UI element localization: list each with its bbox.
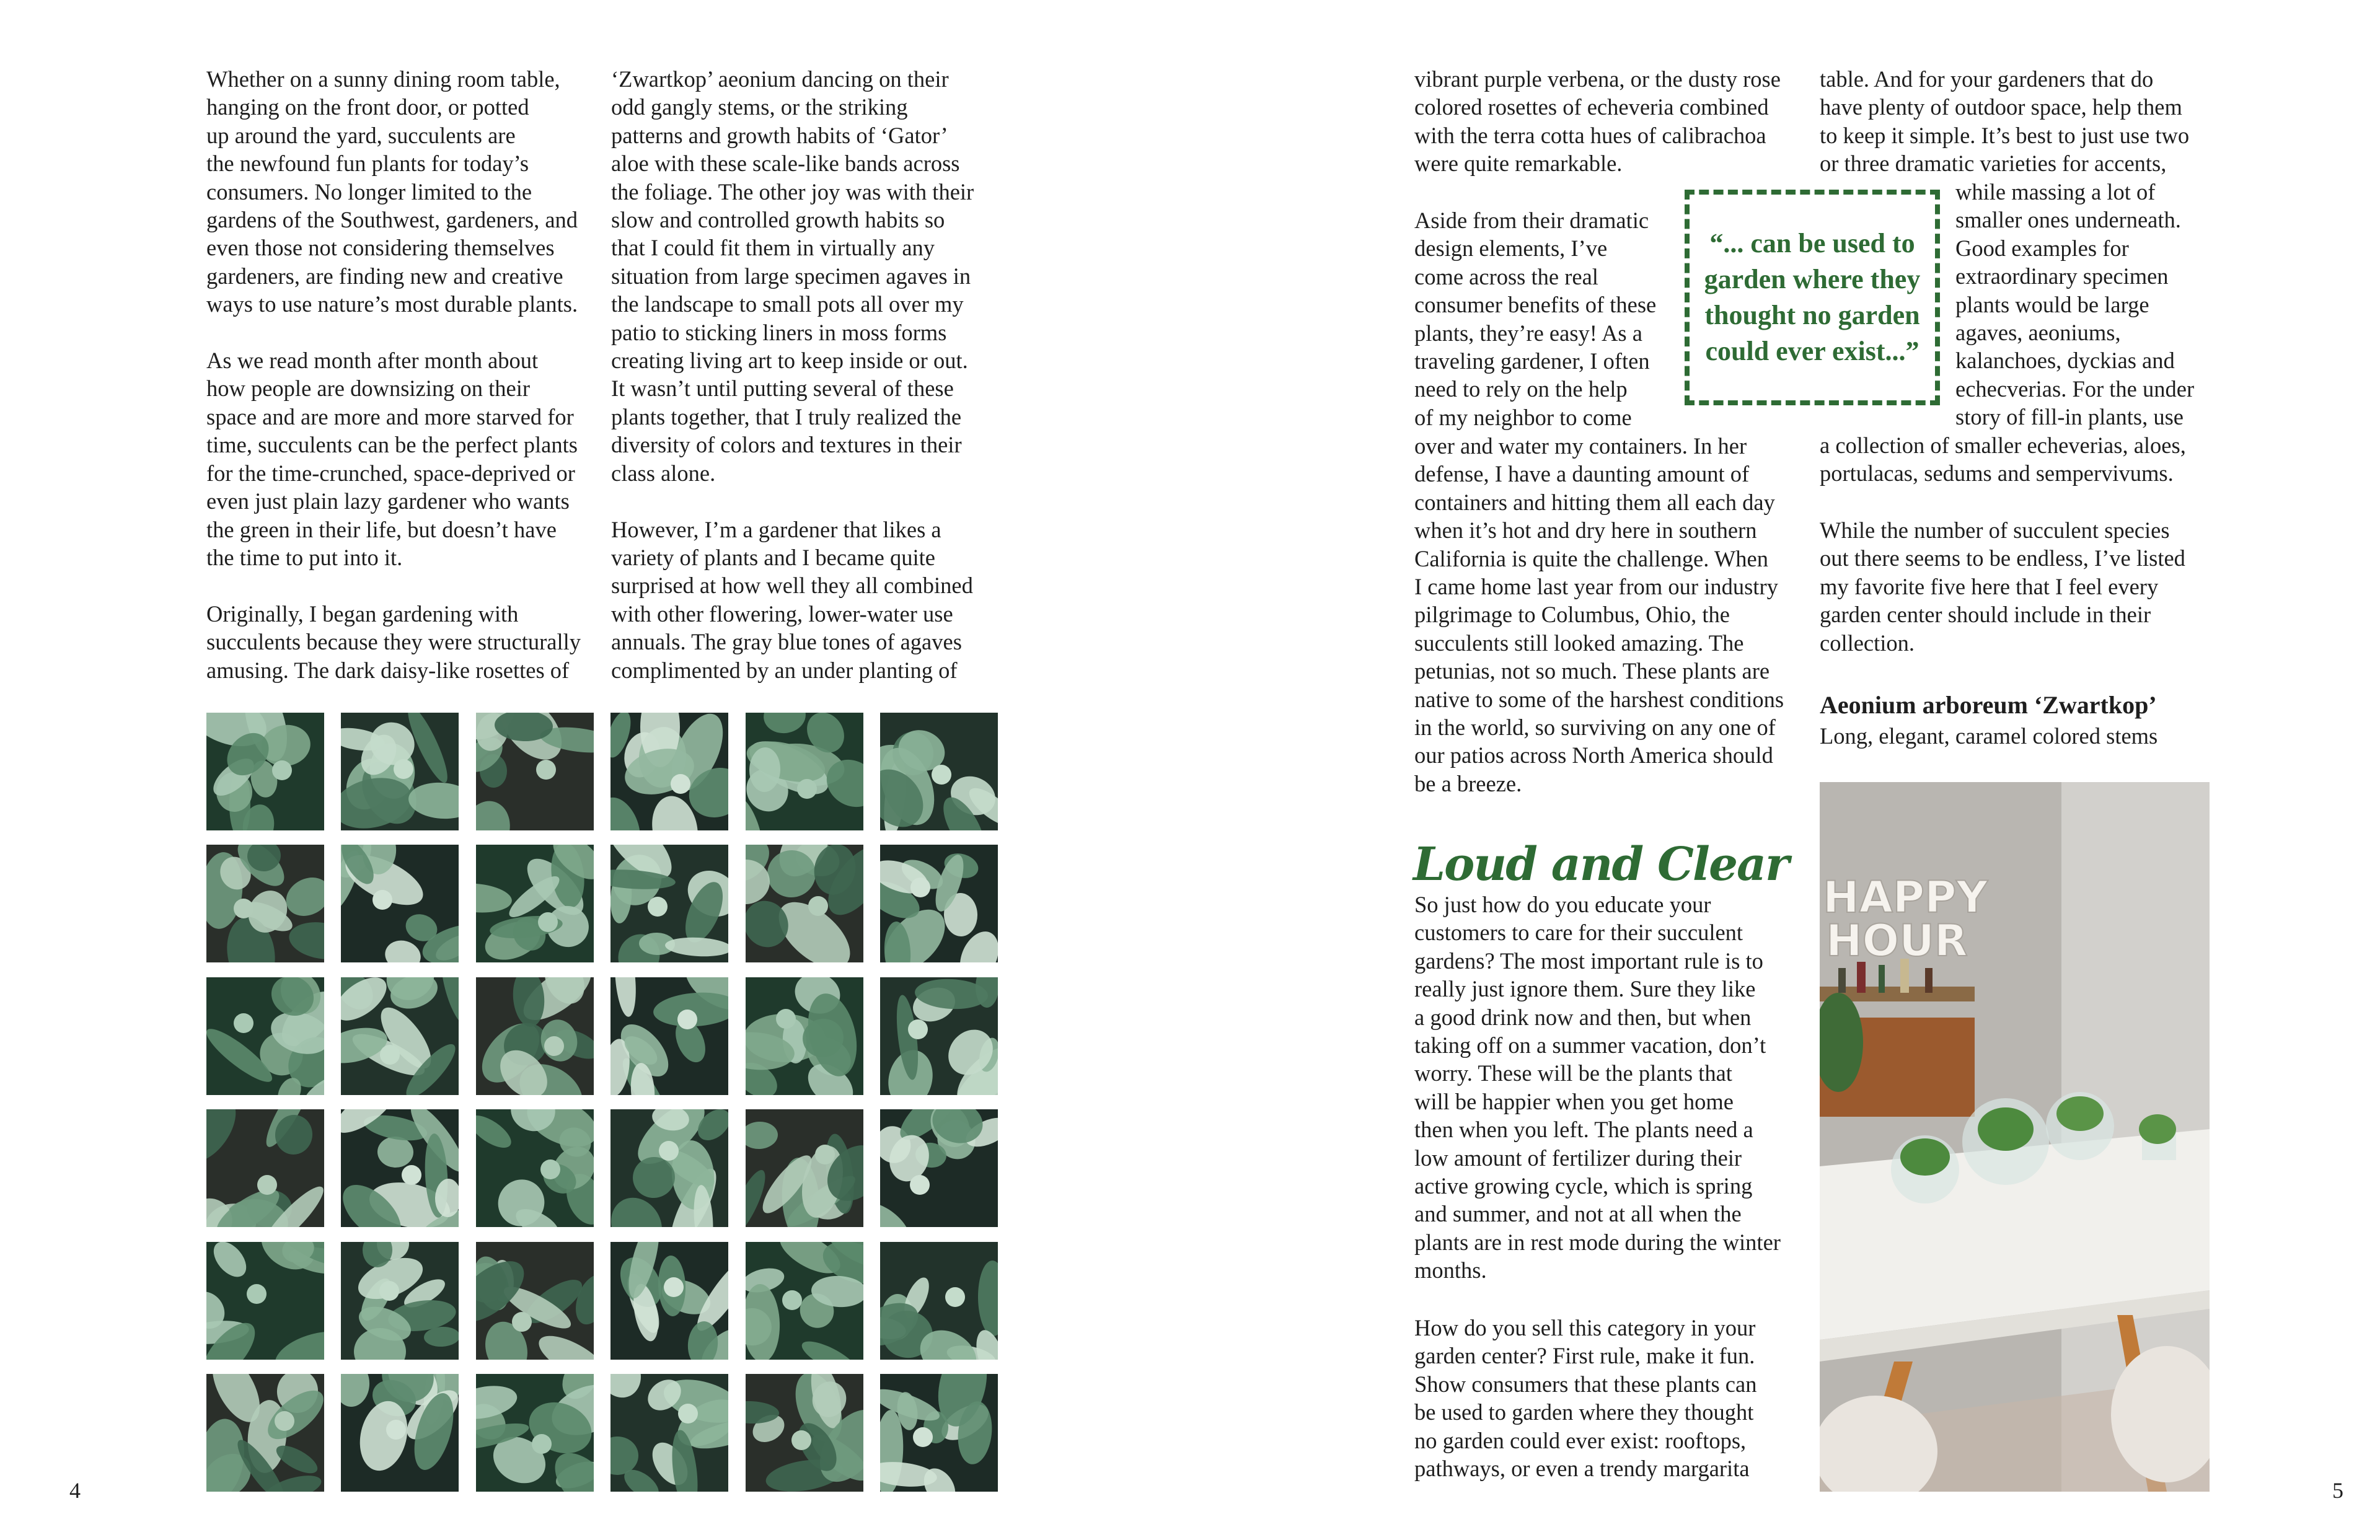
body-text-column-4-para2: While the number of succulent species out there seems to be endless, I’ve listed my favorite five here that I feel every garden center should include in their collection. xyxy=(1820,517,2185,656)
succulent-photo-tile xyxy=(746,977,863,1095)
succulent-photo-tile xyxy=(880,845,998,962)
succulent-photo-tile xyxy=(206,713,324,830)
pull-quote-text: “... can be used to garden where they thought no garden could ever exist...” xyxy=(1704,228,1921,366)
succulent-photo-tile xyxy=(610,1374,728,1492)
succulent-photo-tile xyxy=(476,977,594,1095)
body-text-column-1: Whether on a sunny dining room table, hanging on the front door, or potted up around the yard, succulents are the newfound fun plants for today’s consumers. No longer limited to the gardens of the Southwest, gardeners, and even those not considering themselves gardeners, are finding new and creative ways to use nature’s most durable plants. As we read month after month about how people are downsizing on their space and are more and more starved for time, succulents can be the perfect plants for the time-crunched, space-deprived or even just plain lazy gardener who wants the green in their life, but doesn’t have the time to put into it. Originally, I began gardening with succulents because they were structurally amusing. The dark daisy-like rosettes of xyxy=(206,66,581,683)
photo-sign-line-1: HAPPY xyxy=(1823,872,1988,923)
photo-sign-line-2: HOUR xyxy=(1826,915,1968,966)
succulent-photo-tile xyxy=(880,1109,998,1227)
succulent-photo-tile xyxy=(880,713,998,830)
succulent-photo-tile xyxy=(610,977,728,1095)
succulent-photo-tile xyxy=(880,1374,998,1492)
succulent-photo-tile xyxy=(476,1242,594,1360)
page-number-left: 4 xyxy=(69,1478,81,1503)
succulent-photo-tile xyxy=(341,1242,459,1360)
succulent-photo-tile xyxy=(746,1109,863,1227)
succulent-photo-tile xyxy=(610,1109,728,1227)
succulent-photo-tile xyxy=(880,977,998,1095)
dining-room-photo xyxy=(1820,782,2210,1492)
body-text-column-4-top: table. And for your gardeners that do have plenty of outdoor space, help them to keep it simple. It’s best to just use two or three dramatic varieties for accents, xyxy=(1820,66,2190,177)
succulent-photo-tile xyxy=(206,1374,324,1492)
body-text-column-5: So just how do you educate your customers to care for their succulent gardens? The most important rule is to really just ignore them. Sure they like a good drink now and then, but when taking off on a summer vacation, don’t worry. These will be the plants that will be happier when you get home then when you left. The plants need a low amount of fertilizer during their active growing cycle, which is spring and summer, and not at all when the plants are in rest mode during the winter months. xyxy=(1414,892,1781,1283)
succulent-photo-tile xyxy=(476,1374,594,1492)
plant-title: Aeonium arboreum ‘Zwartkop’ xyxy=(1820,691,2157,719)
succulent-photo-tile xyxy=(476,713,594,830)
succulent-photo-tile xyxy=(610,845,728,962)
succulent-photo-tile xyxy=(746,1242,863,1360)
body-text-column-3-top: vibrant purple verbena, or the dusty rose colored rosettes of echeveria combined with the terra cotta hues of calibrachoa were quite remarkable. xyxy=(1414,66,1781,177)
section-heading: Loud and Clear xyxy=(1413,838,1788,891)
pull-quote-box xyxy=(1685,190,1940,405)
succulent-photo-tile xyxy=(476,845,594,962)
body-text-column-3-wrap: Aside from their dramatic design elements, I’ve come across the real consumer benefits of these plants, they’re easy! As a traveling gardener, I often need to rely on the help of my neighbor to come xyxy=(1414,208,1657,430)
succulent-photo-tile xyxy=(746,713,863,830)
body-text-column-2: ‘Zwartkop’ aeonium dancing on their odd gangly stems, or the striking patterns and growth habits of ‘Gator’ aloe with these scale-like bands across the foliage. The other joy was with their slow and controlled growth habits so that I could fit them in virtually any situation from large specimen agaves in the landscape to small pots all over my patio to sticking liners in moss forms creating living art to keep inside or out. It wasn’t until putting several of these plants together, that I truly realized the diversity of colors and textures in their class alone. However, I’m a gardener that likes a variety of plants and I became quite surprised at how well they all combined with other flowering, lower-water use annuals. The gray blue tones of agaves complimented by an under planting of xyxy=(611,66,974,683)
succulent-photo-tile xyxy=(610,1242,728,1360)
succulent-photo-tile xyxy=(206,845,324,962)
succulent-photo-tile xyxy=(476,1109,594,1227)
succulent-photo-tile xyxy=(206,1109,324,1227)
succulent-photo-grid xyxy=(206,713,1002,1492)
page-number-right: 5 xyxy=(2332,1478,2343,1503)
succulent-photo-tile xyxy=(746,845,863,962)
plant-description: Long, elegant, caramel colored stems xyxy=(1820,723,2158,749)
succulent-photo-tile xyxy=(341,1109,459,1227)
body-text-column-6: How do you sell this category in your garden center? First rule, make it fun. Show consumers that these plants can be used to garden where they thought no garden could ever exist: rooftops, pathways, or even a trendy margarita xyxy=(1414,1315,1757,1482)
succulent-photo-tile xyxy=(610,713,728,830)
succulent-photo-tile xyxy=(341,977,459,1095)
succulent-photo-tile xyxy=(341,713,459,830)
body-text-column-3-rest: over and water my containers. In her defense, I have a daunting amount of containers and hitting them all each day when it’s hot and dry here in southern California is quite the challenge. When I came home last year from our industry pilgrimage to Columbus, Ohio, the succulents still looked amazing. The petunias, not so much. These plants are native to some of the harshest conditions in the world, so surviving on any one of our patios across North America should be a breeze. xyxy=(1414,433,1784,796)
succulent-photo-tile xyxy=(341,1374,459,1492)
succulent-photo-tile xyxy=(880,1242,998,1360)
succulent-photo-tile xyxy=(206,977,324,1095)
succulent-photo-tile xyxy=(746,1374,863,1492)
body-text-column-4-rest: a collection of smaller echeverias, aloes, portulacas, sedums and sempervivums. xyxy=(1820,433,2186,486)
succulent-photo-tile xyxy=(206,1242,324,1360)
succulent-photo-tile xyxy=(341,845,459,962)
body-text-column-4-wrap: while massing a lot of smaller ones underneath. Good examples for extraordinary specimen plants would be large agaves, aeoniums, kalanchoes, dyckias and echecverias. For the under story of fill-in plants, use xyxy=(1955,179,2195,430)
